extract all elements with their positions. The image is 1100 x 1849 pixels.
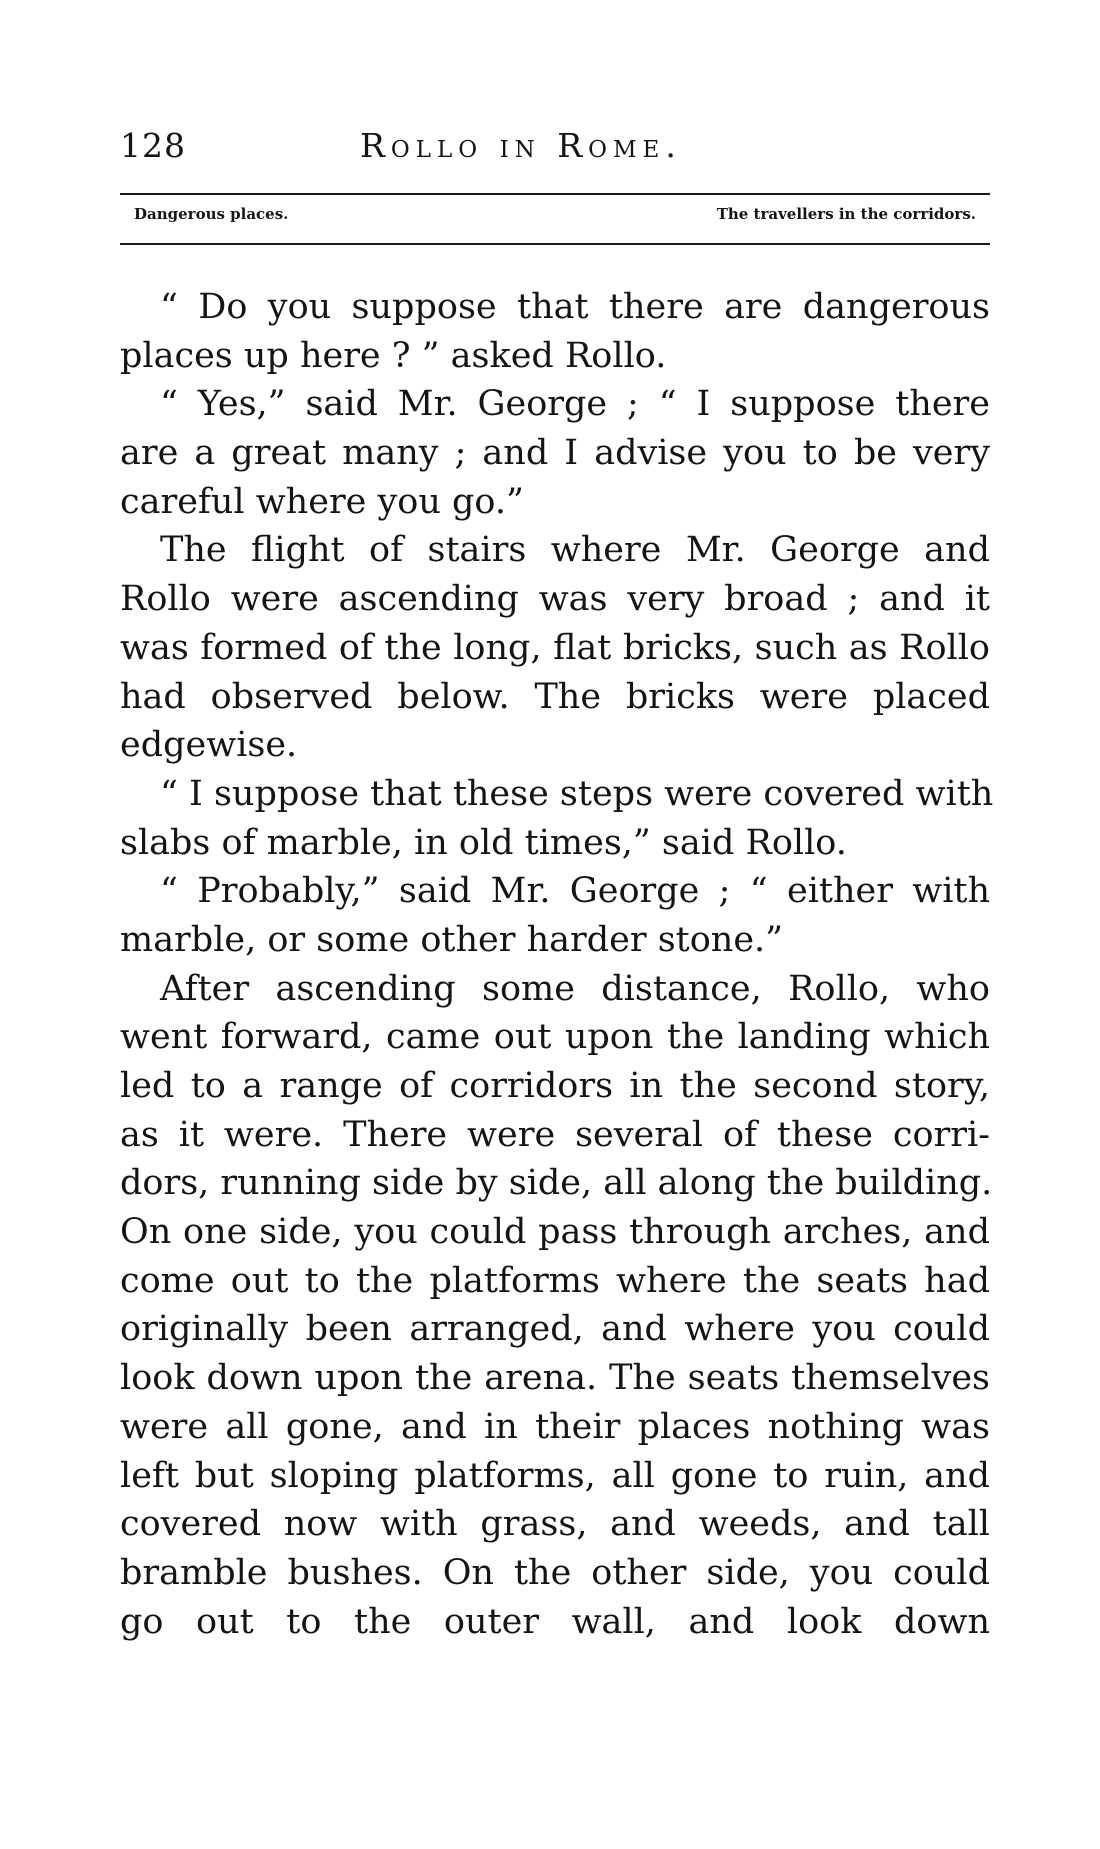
text-line: go out to the outer wall, and look down [120, 1601, 990, 1642]
text-line: was formed of the long, flat bricks, such as Rollo [120, 627, 990, 668]
text-line: Rollo were ascending was very broad ; and it [120, 579, 990, 620]
text-line: bramble bushes. On the other side, you could [120, 1552, 990, 1593]
text-line: “ I suppose that these steps were covered with [160, 773, 994, 814]
page-number: 128 [120, 126, 186, 165]
text-line: edgewise. [120, 725, 298, 766]
text-line: are a great many ; and I advise you to be very [120, 433, 990, 474]
text-line: look down upon the arena. The seats themselves [120, 1358, 990, 1399]
book-page [120, 0, 994, 1849]
text-line: dors, running side by side, all along the building. [120, 1163, 993, 1204]
text-line: “ Probably,” said Mr. George ; “ either with [160, 871, 990, 912]
text-line: covered now with grass, and weeds, and tall [120, 1504, 990, 1545]
text-line: went forward, came out upon the landing which [120, 1017, 990, 1058]
text-line: “ Yes,” said Mr. George ; “ I suppose there [160, 384, 990, 425]
text-line: “ Do you suppose that there are dangerous [160, 287, 990, 327]
header-rule-top [120, 193, 990, 195]
book-title: Rollo in Rome. [360, 126, 682, 165]
text-line: left but sloping platforms, all gone to ruin, and [120, 1455, 990, 1496]
header-rule-bottom [120, 243, 990, 245]
text-line: come out to the platforms where the seats had [120, 1260, 990, 1301]
left-subhead: Dangerous places. [134, 205, 289, 223]
text-line: slabs of marble, in old times,” said Rollo. [120, 822, 847, 863]
text-line: originally been arranged, and where you could [120, 1309, 990, 1350]
text-line: marble, or some other harder stone.” [120, 919, 784, 960]
text-line: On one side, you could pass through arches, and [120, 1212, 990, 1253]
text-line: places up here ? ” asked Rollo. [120, 335, 667, 376]
text-line: careful where you go.” [120, 481, 524, 522]
text-line: were all gone, and in their places nothing was [120, 1406, 990, 1447]
right-subhead: The travellers in the corridors. [716, 205, 976, 223]
text-line: After ascending some distance, Rollo, who [160, 968, 990, 1009]
body-text [120, 283, 994, 1646]
text-line: The flight of stairs where Mr. George and [160, 530, 990, 571]
text-line: had observed below. The bricks were placed [120, 676, 990, 717]
text-line: led to a range of corridors in the second story, [120, 1066, 990, 1106]
running-head [120, 126, 990, 176]
text-line: as it were. There were several of these corri- [120, 1114, 990, 1155]
